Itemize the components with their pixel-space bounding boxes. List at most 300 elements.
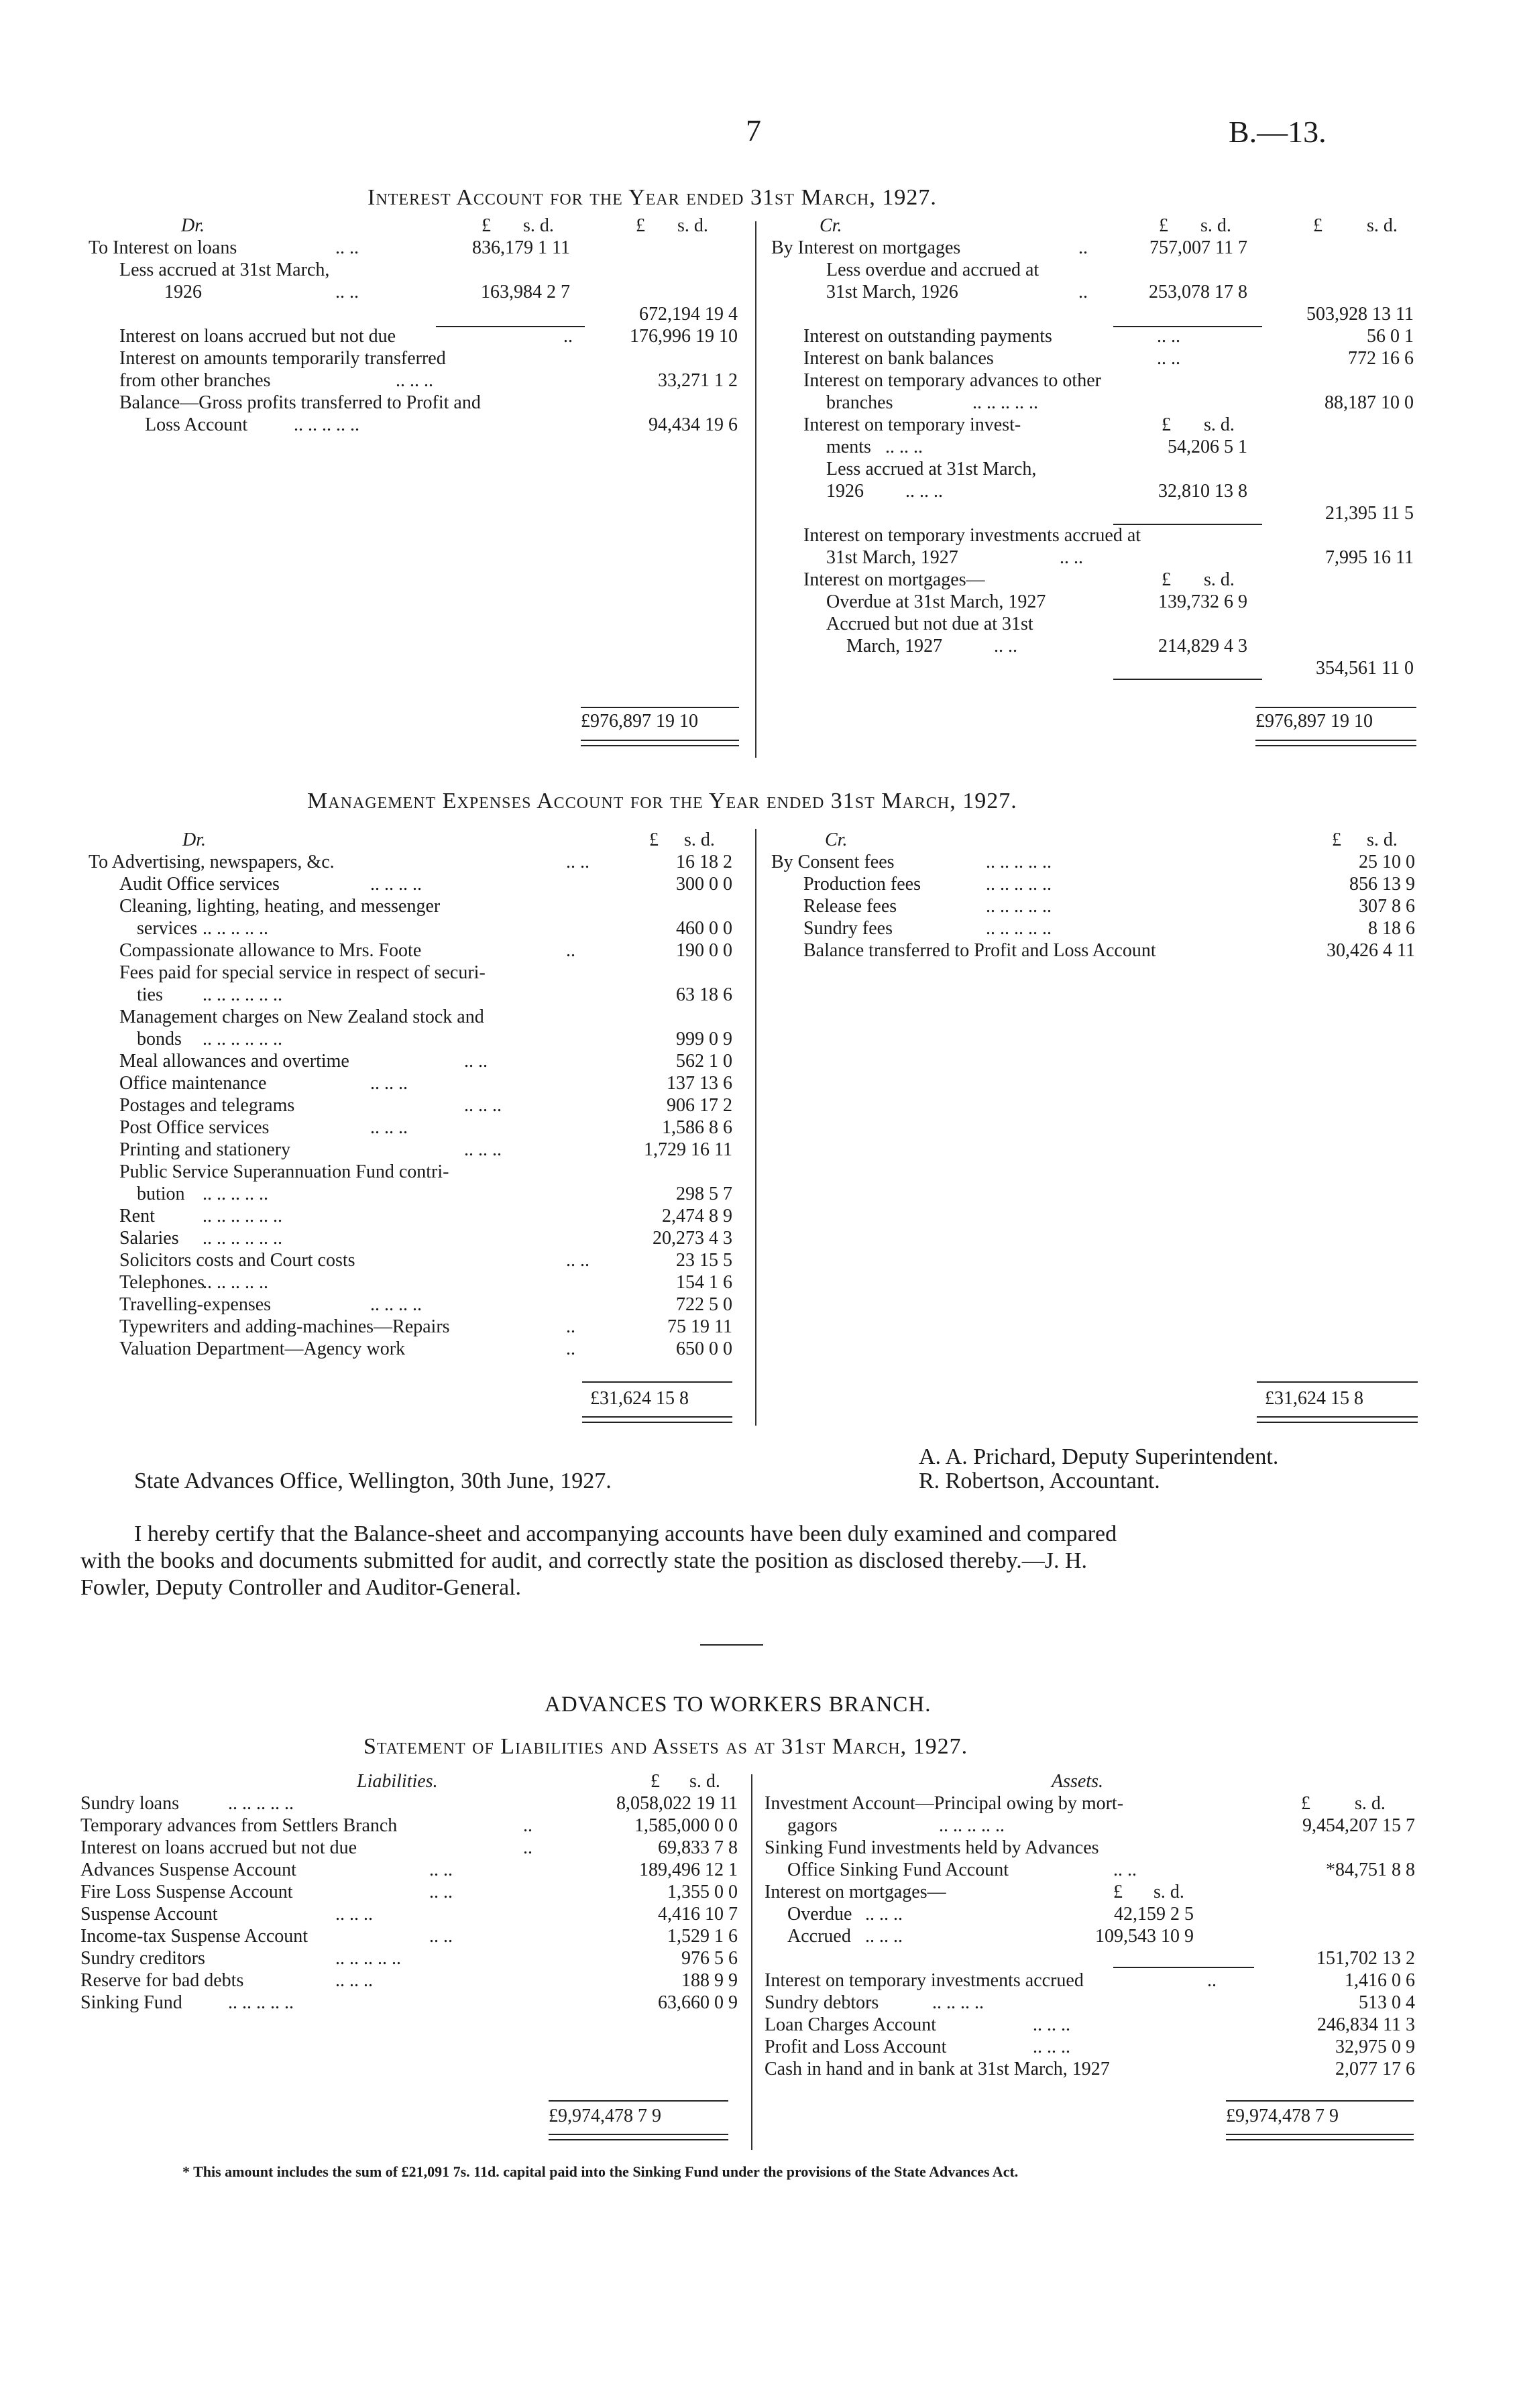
ledger-row [89,962,746,984]
ledger-amount: 246,834 11 3 [1317,2014,1415,2035]
total-rule [1226,2139,1414,2140]
subtotal-rule [1113,326,1262,327]
ledger-amount: 836,179 1 11 [472,237,570,258]
ledger-amount: 2,077 17 6 [1335,2059,1415,2079]
ledger-row [89,1205,746,1227]
ledger-label: Less overdue and accrued at [826,260,1039,280]
total-rule [581,745,739,746]
workers-branch-heading: ADVANCES TO WORKERS BRANCH. [545,1693,932,1717]
leader-dots: .. .. [335,282,359,302]
total-rule [1257,1422,1418,1423]
ledger-row [89,1271,746,1294]
ledger-label: Salaries [119,1228,179,1249]
subtotal-rule [1113,524,1262,525]
column-header-pound: £ [1301,1793,1310,1814]
column-header-sd: s. d. [1204,414,1235,435]
ledger-row [80,1925,751,1947]
ledger-label: Temporary advances from Settlers Branch [80,1815,398,1836]
ledger-amount: 298 5 7 [676,1184,732,1204]
ledger-amount: 25 10 0 [1359,852,1415,872]
document-reference: B.—13. [1229,115,1327,149]
leader-dots: .. .. .. [335,1904,373,1925]
ledger-label: Overdue at 31st March, 1927 [826,591,1046,612]
leader-dots: .. .. .. .. .. [294,414,359,435]
leader-dots: .. .. .. [905,481,943,502]
column-header-sd: s. d. [1355,1793,1386,1814]
ledger-row [765,2014,1428,2036]
ledger-label: Rent [119,1206,155,1226]
ledger-label: Fire Loss Suspense Account [80,1882,293,1902]
leader-dots: .. [563,326,573,347]
leader-dots: .. .. .. .. .. [939,1815,1005,1836]
interest-credit-total: £976,897 19 10 [1255,711,1373,732]
total-rule [582,1416,732,1418]
ledger-label: Interest on bank balances [803,348,994,369]
ledger-label: Overdue [787,1904,852,1925]
leader-dots: .. .. .. [1033,2037,1070,2057]
ledger-amount: 30,426 4 11 [1327,940,1415,961]
ledger-row [765,1992,1428,2014]
ledger-amount: 906 17 2 [667,1095,732,1116]
leader-dots: .. .. [994,636,1017,656]
section-divider [700,1644,763,1646]
column-header-pound: £ [651,1771,660,1792]
ledger-row [89,1139,746,1161]
ledger-label: Loss Account [145,414,248,435]
ledger-label: services [137,918,198,939]
ledger-label: Typewriters and adding-machines—Repairs [119,1316,450,1337]
ledger-amount: 94,434 19 6 [649,414,738,435]
ledger-label: Interest on temporary investments accrued at [803,525,1141,546]
ledger-row [80,1837,751,1859]
office-dateline: State Advances Office, Wellington, 30th June, 1927. [134,1469,612,1493]
column-header-sd: s. d. [689,1771,720,1792]
total-rule [582,1381,732,1383]
ledger-label: Interest on temporary advances to other [803,370,1101,391]
ledger-subtotal: 672,194 19 4 [639,304,738,325]
certification-line: with the books and documents submitted for audit, and correctly state the position as disclosed thereby.—J. H. [80,1548,1088,1573]
leader-dots: .. .. .. [464,1139,502,1160]
column-header-sd: s. d. [1204,569,1235,590]
subtotal-rule [436,326,585,327]
leader-dots: .. .. .. .. .. .. [203,1228,282,1249]
ledger-subtotal: 503,928 13 11 [1306,304,1414,325]
ledger-subtotal: 151,702 13 2 [1316,1948,1415,1969]
ledger-amount: *84,751 8 8 [1326,1859,1415,1880]
ledger-amount: 1,416 0 6 [1345,1970,1415,1991]
ledger-label: Interest on temporary investments accrued [765,1970,1084,1991]
ledger-label: Accrued [787,1926,851,1947]
ledger-row [89,1227,746,1249]
ledger-amount: 190 0 0 [676,940,732,961]
leader-dots: .. .. .. .. .. [228,1992,294,2013]
ledger-label: bonds [137,1029,182,1049]
column-divider [755,829,756,1426]
leader-dots: .. .. .. .. .. [335,1948,401,1969]
ledger-amount: 63,660 0 9 [658,1992,738,2013]
ledger-amount: 69,833 7 8 [658,1837,738,1858]
ledger-label: Printing and stationery [119,1139,291,1160]
leader-dots: .. .. .. [396,370,433,391]
ledger-amount: 300 0 0 [676,874,732,895]
column-header-pound: £ [1332,829,1341,850]
ledger-label: By Consent fees [771,852,895,872]
column-header-sd: s. d. [1200,215,1231,236]
ledger-label: 31st March, 1926 [826,282,958,302]
ledger-amount: 63 18 6 [676,984,732,1005]
column-header-sd: s. d. [1367,829,1398,850]
ledger-label: Less accrued at 31st March, [826,459,1037,479]
ledger-amount: 42,159 2 5 [1114,1904,1194,1925]
ledger-amount: 307 8 6 [1359,896,1415,917]
ledger-amount: 513 0 4 [1359,1992,1415,2013]
ledger-row [771,895,1428,917]
ledger-amount: 722 5 0 [676,1294,732,1315]
leader-dots: .. .. .. .. .. [228,1793,294,1814]
ledger-amount: 7,995 16 11 [1325,547,1414,568]
ledger-amount: 772 16 6 [1348,348,1414,369]
ledger-label: Less accrued at 31st March, [119,260,330,280]
ledger-amount: 4,416 10 7 [658,1904,738,1925]
liabilities-total: £9,974,478 7 9 [549,2106,661,2126]
column-header-sd: s. d. [1153,1882,1184,1902]
ledger-label: Sundry fees [803,918,893,939]
ledger-amount: 75 19 11 [667,1316,732,1337]
ledger-row [89,1294,746,1316]
leader-dots: .. .. .. .. .. [986,852,1052,872]
ledger-label: Postages and telegrams [119,1095,295,1116]
total-rule [581,707,739,708]
ledger-amount: 1,585,000 0 0 [634,1815,738,1836]
liabilities-table [80,1770,751,2014]
ledger-amount: 1,529 1 6 [667,1926,738,1947]
ledger-row [89,1116,746,1139]
interest-debit-total: £976,897 19 10 [581,711,698,732]
ledger-row [80,1792,751,1815]
ledger-label: Compassionate allowance to Mrs. Foote [119,940,422,961]
interest-account-credit [771,215,1442,679]
leader-dots: .. .. [1060,547,1083,568]
ledger-amount: 23 15 5 [676,1250,732,1271]
ledger-row [89,1249,746,1271]
leader-dots: .. .. [464,1051,488,1072]
ledger-amount: 1,355 0 0 [667,1882,738,1902]
ledger-amount: 8,058,022 19 11 [616,1793,738,1814]
ledger-label: ments [826,437,871,457]
ledger-label: Interest on amounts temporarily transferred [119,348,446,369]
ledger-row [89,873,746,895]
leader-dots: .. .. [1157,326,1180,347]
total-rule [1226,2100,1414,2102]
footnote: * This amount includes the sum of £21,091 7s. 11d. capital paid into the Sinking Fund under the provisions of the State Advances Act. [182,2163,1019,2180]
management-credit-total: £31,624 15 8 [1265,1388,1363,1409]
subtotal-rule [1113,679,1262,680]
ledger-row [771,873,1428,895]
ledger-row [80,1903,751,1925]
signature-deputy-superintendent: A. A. Prichard, Deputy Superintendent. [919,1444,1279,1469]
column-header-sd: s. d. [523,215,554,236]
statement-title: Statement of Liabilities and Assets as at 31st March, 1927. [363,1734,968,1759]
ledger-row [771,939,1428,962]
ledger-label: Suspense Account [80,1904,218,1925]
certification-line: Fowler, Deputy Controller and Auditor-General. [80,1575,522,1600]
leader-dots: .. [523,1815,532,1836]
ledger-subtotal: 354,561 11 0 [1316,658,1414,679]
column-header-pound: £ [649,829,659,850]
ledger-amount: 8 18 6 [1368,918,1415,939]
ledger-label: Income-tax Suspense Account [80,1926,308,1947]
ledger-label: Interest on outstanding payments [803,326,1052,347]
ledger-label: Sundry creditors [80,1948,205,1969]
total-rule [1255,745,1416,746]
total-rule [1257,1416,1418,1418]
leader-dots: .. [1078,282,1088,302]
leader-dots: .. .. [1113,1859,1137,1880]
ledger-label: ties [137,984,163,1005]
leader-dots: .. .. [1157,348,1180,369]
ledger-label: March, 1927 [846,636,943,656]
credit-side-label: Cr. [820,215,842,236]
ledger-label: branches [826,392,893,413]
ledger-amount: 139,732 6 9 [1158,591,1247,612]
total-rule [549,2139,728,2140]
leader-dots: .. .. .. [464,1095,502,1116]
ledger-label: Office Sinking Fund Account [787,1859,1009,1880]
ledger-amount: 54,206 5 1 [1168,437,1247,457]
interest-account-debit [80,215,751,436]
ledger-amount: 562 1 0 [676,1051,732,1072]
ledger-amount: 109,543 10 9 [1095,1926,1194,1947]
ledger-amount: 214,829 4 3 [1158,636,1247,656]
ledger-amount: 137 13 6 [667,1073,732,1094]
subtotal-rule [1113,1967,1254,1968]
column-header-pound: £ [482,215,491,236]
interest-account-title: Interest Account for the Year ended 31st March, 1927. [368,185,937,210]
ledger-label: Sinking Fund [80,1992,182,2013]
ledger-label: Fees paid for special service in respect of securi- [119,962,486,983]
column-header-pound: £ [1159,215,1168,236]
ledger-label: Sinking Fund investments held by Advances [765,1837,1099,1858]
leader-dots: .. .. .. .. .. .. [203,1029,282,1049]
ledger-row [80,1881,751,1903]
leader-dots: .. .. .. [1033,2014,1070,2035]
leader-dots: .. [1207,1970,1217,1991]
ledger-row [89,1006,746,1028]
ledger-row [80,1947,751,1969]
ledger-label: Sundry debtors [765,1992,879,2013]
ledger-row [80,1815,751,1837]
leader-dots: .. [566,1338,575,1359]
ledger-label: bution [137,1184,185,1204]
assets-side-label: Assets. [1052,1771,1103,1792]
page-number: 7 [746,113,761,148]
ledger-label: Telephones [119,1272,205,1293]
ledger-label: Profit and Loss Account [765,2037,947,2057]
ledger-label: Audit Office services [119,874,280,895]
leader-dots: .. .. .. .. .. [203,1272,268,1293]
debit-side-label: Dr. [181,215,205,236]
column-header-pound: £ [1162,569,1171,590]
column-header-sd: s. d. [677,215,708,236]
column-header-pound: £ [1313,215,1322,236]
leader-dots: .. .. .. .. .. [972,392,1038,413]
leader-dots: .. .. .. [335,1970,373,1991]
ledger-row [89,1316,746,1338]
total-rule [549,2100,728,2102]
leader-dots: .. [566,1316,575,1337]
total-rule [1226,2134,1414,2135]
ledger-row [765,1969,1428,1992]
ledger-amount: 856 13 9 [1349,874,1415,895]
ledger-row [89,1094,746,1116]
ledger-label: Interest on mortgages— [765,1882,946,1902]
ledger-subtotal: 21,395 11 5 [1325,503,1414,524]
leader-dots: .. .. [566,1250,589,1271]
leader-dots: .. .. [429,1859,453,1880]
ledger-label: Management charges on New Zealand stock and [119,1007,484,1027]
ledger-label: Office maintenance [119,1073,267,1094]
leader-dots: .. [523,1837,532,1858]
certification-line: I hereby certify that the Balance-sheet and accompanying accounts have been duly examined and compared [134,1522,1117,1546]
ledger-amount: 1,586 8 6 [662,1117,732,1138]
ledger-row [89,1161,746,1183]
ledger-label: Meal allowances and overtime [119,1051,349,1072]
ledger-amount: 2,474 8 9 [662,1206,732,1226]
ledger-amount: 88,187 10 0 [1325,392,1414,413]
column-header-sd: s. d. [1367,215,1398,236]
ledger-row [89,895,746,917]
leader-dots: .. .. .. .. .. [986,896,1052,917]
ledger-amount: 460 0 0 [676,918,732,939]
management-credit [771,829,1428,962]
leader-dots: .. [566,940,575,961]
ledger-label: Post Office services [119,1117,270,1138]
total-rule [1255,707,1416,708]
column-header-sd: s. d. [684,829,715,850]
leader-dots: .. .. .. [370,1073,408,1094]
ledger-row [765,2058,1428,2080]
leader-dots: .. .. .. [370,1117,408,1138]
ledger-amount: 32,975 0 9 [1335,2037,1415,2057]
column-divider [751,1774,752,2150]
ledger-amount: 253,078 17 8 [1149,282,1247,302]
debit-side-label: Dr. [182,829,207,850]
ledger-label: Interest on temporary invest- [803,414,1021,435]
leader-dots: .. .. .. .. .. .. [203,984,282,1005]
leader-dots: .. .. .. .. [370,874,422,895]
ledger-amount: 1,729 16 11 [644,1139,732,1160]
leader-dots: .. .. .. [865,1926,903,1947]
ledger-amount: 9,454,207 15 7 [1302,1815,1415,1836]
ledger-label: By Interest on mortgages [771,237,961,258]
column-header-pound: £ [636,215,645,236]
ledger-label: Loan Charges Account [765,2014,937,2035]
ledger-label: 1926 [826,481,864,502]
ledger-amount: 56 0 1 [1367,326,1414,347]
management-debit-total: £31,624 15 8 [590,1388,689,1409]
column-header-pound: £ [1162,414,1171,435]
ledger-amount: 154 1 6 [676,1272,732,1293]
leader-dots: .. .. .. .. .. [986,874,1052,895]
ledger-label: Reserve for bad debts [80,1970,244,1991]
ledger-amount: 188 9 9 [681,1970,738,1991]
total-rule [1255,740,1416,741]
ledger-row [89,917,746,939]
assets-total: £9,974,478 7 9 [1226,2106,1339,2126]
leader-dots: .. .. .. .. .. [203,1184,268,1204]
ledger-row [89,1050,746,1072]
ledger-row [765,2036,1428,2058]
ledger-label: Release fees [803,896,897,917]
ledger-label: 1926 [164,282,202,302]
ledger-row [89,1072,746,1094]
leader-dots: .. .. .. .. [932,1992,984,2013]
ledger-row [89,1028,746,1050]
liabilities-side-label: Liabilities. [357,1771,438,1792]
ledger-row [89,984,746,1006]
ledger-label: gagors [787,1815,838,1836]
ledger-row [80,1969,751,1992]
leader-dots: .. .. [335,237,359,258]
ledger-label: To Advertising, newspapers, &c. [89,852,335,872]
ledger-label: Valuation Department—Agency work [119,1338,406,1359]
ledger-label: Travelling-expenses [119,1294,272,1315]
leader-dots: .. .. .. [885,437,923,457]
ledger-amount: 757,007 11 7 [1149,237,1247,258]
ledger-label: Public Service Superannuation Fund contri- [119,1161,449,1182]
column-header-pound: £ [1113,1882,1123,1902]
credit-side-label: Cr. [825,829,848,850]
leader-dots: .. .. .. .. .. [986,918,1052,939]
ledger-row [771,917,1428,939]
ledger-amount: 976 5 6 [681,1948,738,1969]
ledger-amount: 163,984 2 7 [481,282,570,302]
leader-dots: .. .. .. .. [370,1294,422,1315]
ledger-label: Balance transferred to Profit and Loss Account [803,940,1156,961]
ledger-label: Advances Suspense Account [80,1859,296,1880]
total-rule [582,1422,732,1423]
ledger-label: 31st March, 1927 [826,547,958,568]
management-account-title: Management Expenses Account for the Year ended 31st March, 1927. [307,789,1017,813]
ledger-label: To Interest on loans [89,237,237,258]
total-rule [581,740,739,741]
ledger-label: Solicitors costs and Court costs [119,1250,355,1271]
leader-dots: .. [1078,237,1088,258]
ledger-amount: 20,273 4 3 [653,1228,732,1249]
column-divider [755,221,756,758]
ledger-row [771,851,1428,873]
ledger-amount: 32,810 13 8 [1158,481,1247,502]
ledger-amount: 33,271 1 2 [658,370,738,391]
ledger-row [80,1859,751,1881]
leader-dots: .. .. .. .. .. [203,918,268,939]
ledger-row [80,1992,751,2014]
ledger-row [89,939,746,962]
management-debit [89,829,746,1360]
leader-dots: .. .. .. .. .. .. [203,1206,282,1226]
ledger-label: Production fees [803,874,921,895]
ledger-label: Accrued but not due at 31st [826,614,1033,634]
ledger-label: Cleaning, lighting, heating, and messenger [119,896,441,917]
leader-dots: .. .. .. [865,1904,903,1925]
leader-dots: .. .. [566,852,589,872]
assets-table [765,1770,1428,2080]
total-rule [1257,1381,1418,1383]
ledger-amount: 189,496 12 1 [639,1859,738,1880]
ledger-label: Balance—Gross profits transferred to Profit and [119,392,481,413]
signature-accountant: R. Robertson, Accountant. [919,1469,1160,1493]
ledger-row [89,1183,746,1205]
